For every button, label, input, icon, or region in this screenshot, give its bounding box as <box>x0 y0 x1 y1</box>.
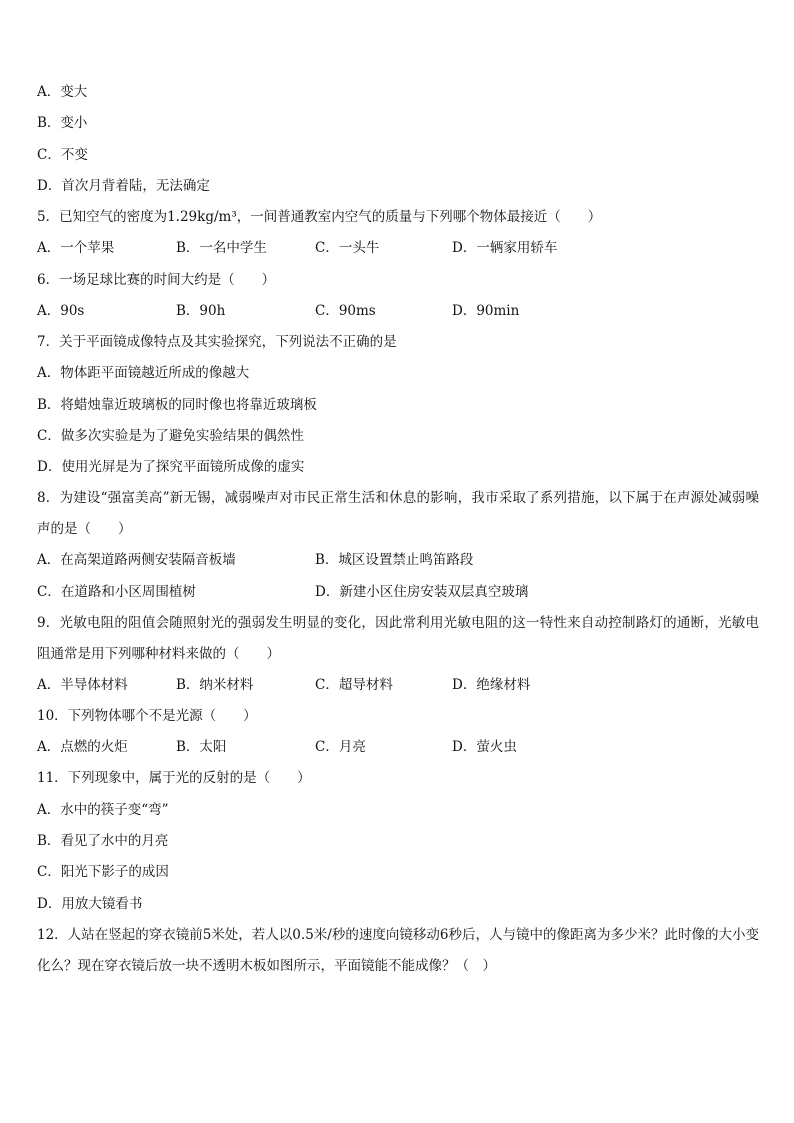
q7-stem: 7．关于平面镜成像特点及其实验探究，下列说法不正确的是 <box>37 334 397 350</box>
q7-option-a: A．物体距平面镜越近所成的像越大 <box>37 365 250 381</box>
q8-option-d: D．新建小区住房安装双层真空玻璃 <box>315 584 529 600</box>
q10-stem: 10．下列物体哪个不是光源（ ） <box>37 708 257 724</box>
q5-stem: 5．已知空气的密度为1.29kg/m³，一间普通教室内空气的质量与下列哪个物体最接近（ ） <box>37 209 602 225</box>
q5-option-b: B．一名中学生 <box>176 240 267 256</box>
prev-option-b: B．变小 <box>37 115 88 131</box>
q8-option-a: A．在高架道路两侧安装隔音板墙 <box>37 552 236 568</box>
q9-option-a: A．半导体材料 <box>37 677 128 693</box>
q9-option-d: D．绝缘材料 <box>452 677 531 693</box>
q5-option-c: C．一头牛 <box>315 240 380 256</box>
q7-option-c: C．做多次实验是为了避免实验结果的偶然性 <box>37 428 304 444</box>
q10-option-a: A．点燃的火炬 <box>37 739 128 755</box>
q8-stem: 8．为建设“强富美高”新无锡，减弱噪声对市民正常生活和休息的影响，我市采取了系列措施，以下属于在声源处减弱噪声的是（ ） <box>37 490 759 537</box>
q6-option-a: A．90s <box>37 303 85 319</box>
q9-option-b: B．纳米材料 <box>176 677 254 693</box>
q6-option-c: C．90ms <box>315 303 376 319</box>
q10-option-c: C．月亮 <box>315 739 366 755</box>
q11-option-c: C．阳光下影子的成因 <box>37 864 169 880</box>
q6-stem: 6．一场足球比赛的时间大约是（ ） <box>37 272 276 288</box>
q9-stem: 9．光敏电阻的阻值会随照射光的强弱发生明显的变化，因此常利用光敏电阻的这一特性来自动控制路灯的通断，光敏电阻通常是用下列哪种材料来做的（ ） <box>37 615 759 662</box>
q7-option-b: B．将蜡烛靠近玻璃板的同时像也将靠近玻璃板 <box>37 397 317 413</box>
q8-option-b: B．城区设置禁止鸣笛路段 <box>315 552 474 568</box>
q8-option-c: C．在道路和小区周围植树 <box>37 584 196 600</box>
prev-option-a: A．变大 <box>37 84 88 100</box>
q5-option-d: D．一辆家用轿车 <box>452 240 558 256</box>
q11-stem: 11．下列现象中，属于光的反射的是（ ） <box>37 770 311 786</box>
q5-option-a: A．一个苹果 <box>37 240 115 256</box>
prev-option-d: D．首次月背着陆，无法确定 <box>37 178 210 194</box>
q12-stem: 12．人站在竖起的穿衣镜前5米处，若人以0.5米/秒的速度向镜移动6秒后，人与镜中的像距离为多少米？此时像的大小变化么？现在穿衣镜后放一块不透明木板如图所示，平面镜能不能成像？（ ） <box>37 927 759 974</box>
q7-option-d: D．使用光屏是为了探究平面镜所成像的虚实 <box>37 459 305 475</box>
q6-option-d: D．90min <box>452 303 520 319</box>
prev-option-c: C．不变 <box>37 147 88 163</box>
q10-option-d: D．萤火虫 <box>452 739 517 755</box>
q9-option-c: C．超导材料 <box>315 677 393 693</box>
q11-option-a: A．水中的筷子变“弯” <box>37 802 169 818</box>
q11-option-d: D．用放大镜看书 <box>37 896 143 912</box>
q10-option-b: B．太阳 <box>176 739 227 755</box>
q6-option-b: B．90h <box>176 303 226 319</box>
q11-option-b: B．看见了水中的月亮 <box>37 833 169 849</box>
